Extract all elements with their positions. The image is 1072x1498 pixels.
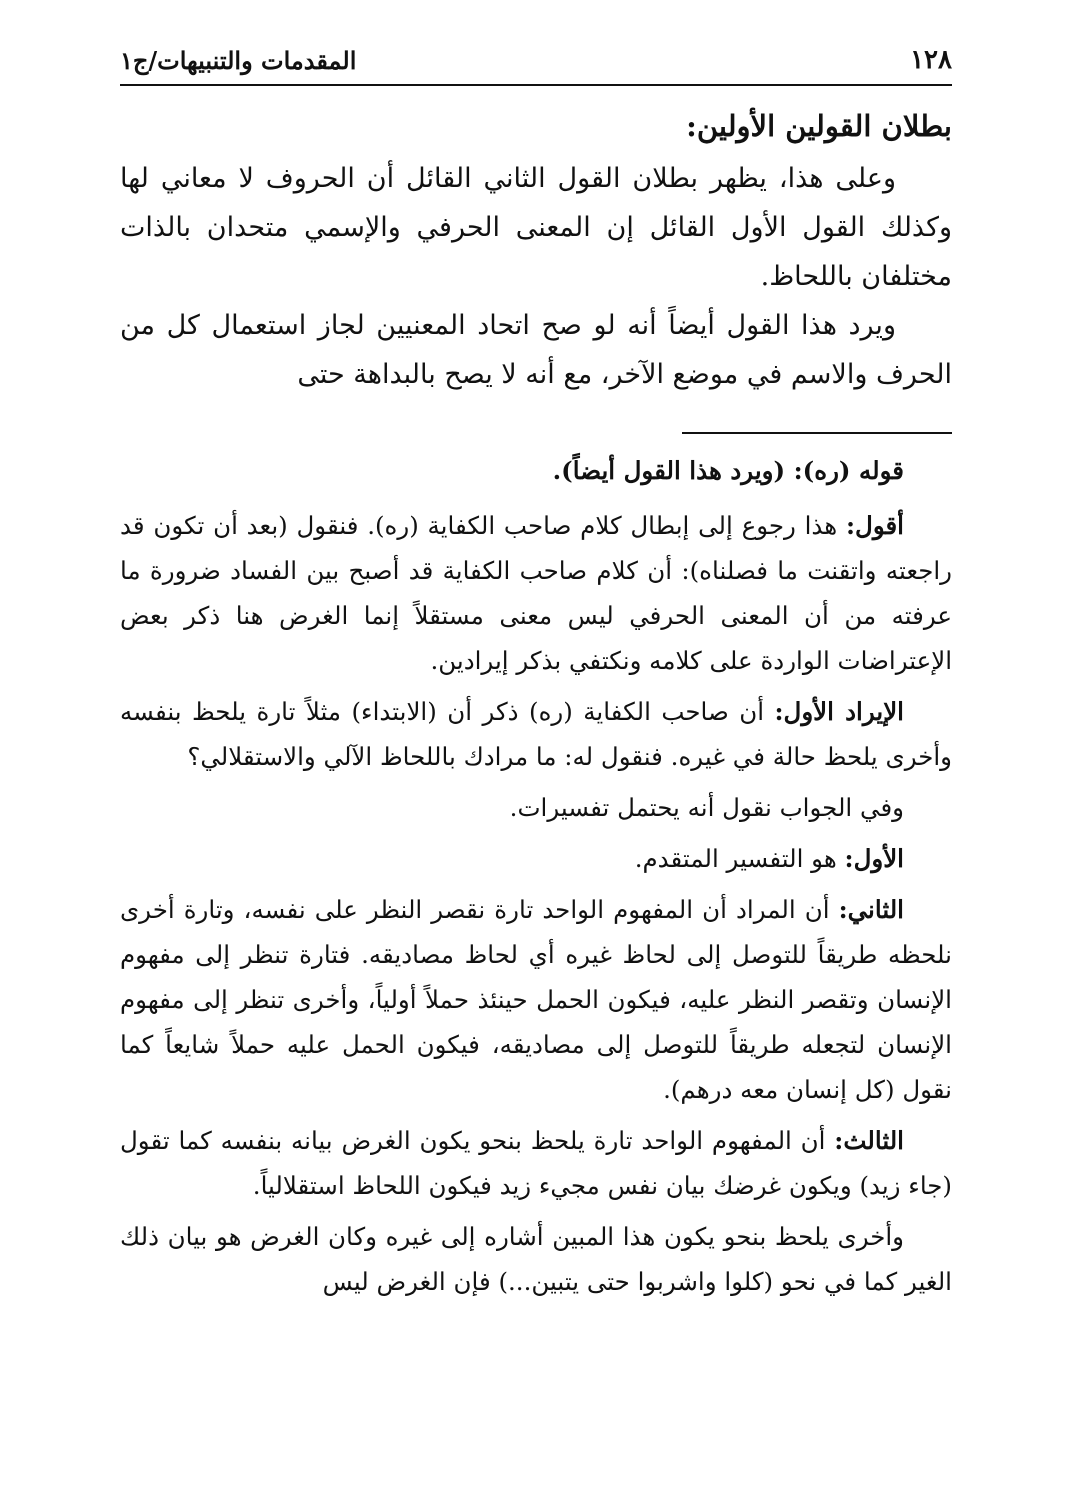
commentary-paragraph — [120, 503, 952, 683]
running-title: المقدمات والتنبيهات/ج١ — [120, 45, 357, 75]
paragraph-label: الثالث: — [834, 1126, 904, 1155]
main-paragraph-1: وعلى هذا، يظهر بطلان القول الثاني القائل أن الحروف لا معاني لها وكذلك القول الأول القائل إن المعنى الحرفي والإسمي متحدان بالذات مختلفان باللحاظ. — [120, 163, 952, 292]
paragraph-text: أن المراد أن المفهوم الواحد تارة نقصر النظر على نفسه، وتارة أخرى نلحظه طريقاً للتوصل إلى لحاظ غيره أي لحاظ مصاديقه. فتارة تنظر إلى مفهوم الإنسان وتقصر النظر عليه، فيكون الحمل حينئذ حملاً أولياً، وأخرى تنظر إلى مفهوم الإنسان لتجعله طريقاً للتوصل إلى مصاديقه، فيكون الحمل عليه حملاً شايعاً كما نقول (كل إنسان معه درهم). — [120, 895, 952, 1104]
commentary-quote — [120, 448, 952, 493]
page-number: ١٢٨ — [910, 45, 952, 75]
paragraph-label: الإيراد الأول: — [774, 697, 904, 726]
section-heading: بطلان القولين الأولين: — [686, 109, 952, 143]
paragraph-label: الثاني: — [838, 895, 904, 924]
commentary-paragraph — [120, 785, 952, 830]
paragraph-text: وأخرى يلحظ بنحو يكون هذا المبين أشاره إلى غيره وكان الغرض هو بيان ذلك الغير كما في نحو (كلوا واشربوا حتى يتبين...) فإن الغرض ليس — [120, 1222, 952, 1296]
paragraph-text: هو التفسير المتقدم. — [634, 844, 845, 873]
paragraph-label: الأول: — [844, 844, 904, 873]
paragraph-label: أقول: — [845, 511, 904, 540]
main-text — [120, 96, 952, 399]
paragraph-text: أن صاحب الكفاية (ره) ذكر أن (الابتداء) مثلاً تارة يلحظ بنفسه وأخرى يلحظ حالة في غيره. فنقول له: ما مرادك باللحاظ الآلي والاستقلالي؟ — [120, 697, 952, 771]
footnote-separator — [682, 432, 952, 434]
commentary-paragraph — [120, 1214, 952, 1304]
commentary-paragraph — [120, 836, 952, 881]
commentary-paragraph — [120, 887, 952, 1112]
quote-label: قوله (ره): (ويرد هذا القول أيضاً). — [552, 456, 904, 485]
page-header — [120, 36, 952, 86]
commentary — [120, 448, 952, 1310]
paragraph-text: أن المفهوم الواحد تارة يلحظ بنحو يكون الغرض بيانه بنفسه كما تقول (جاء زيد) ويكون غرضك بيان نفس مجيء زيد فيكون اللحاظ استقلالياً. — [120, 1126, 952, 1200]
paragraph-text: هذا رجوع إلى إبطال كلام صاحب الكفاية (ره). فنقول (بعد أن تكون قد راجعته واتقنت ما فصلناه): أن كلام صاحب الكفاية قد أصبح بين الفساد ضرورة ما عرفته من أن المعنى الحرفي ليس معنى مستقلاً إنما الغرض هنا ذكر بعض الإعتراضات الواردة على كلامه ونكتفي بذكر إيرادين. — [120, 511, 952, 675]
main-paragraph-2: ويرد هذا القول أيضاً أنه لو صح اتحاد المعنيين لجاز استعمال كل من الحرف والاسم في موضع الآخر، مع أنه لا يصح بالبداهة حتى — [120, 310, 952, 390]
paragraph-text: وفي الجواب نقول أنه يحتمل تفسيرات. — [509, 793, 904, 822]
commentary-paragraph — [120, 689, 952, 779]
commentary-paragraph — [120, 1118, 952, 1208]
